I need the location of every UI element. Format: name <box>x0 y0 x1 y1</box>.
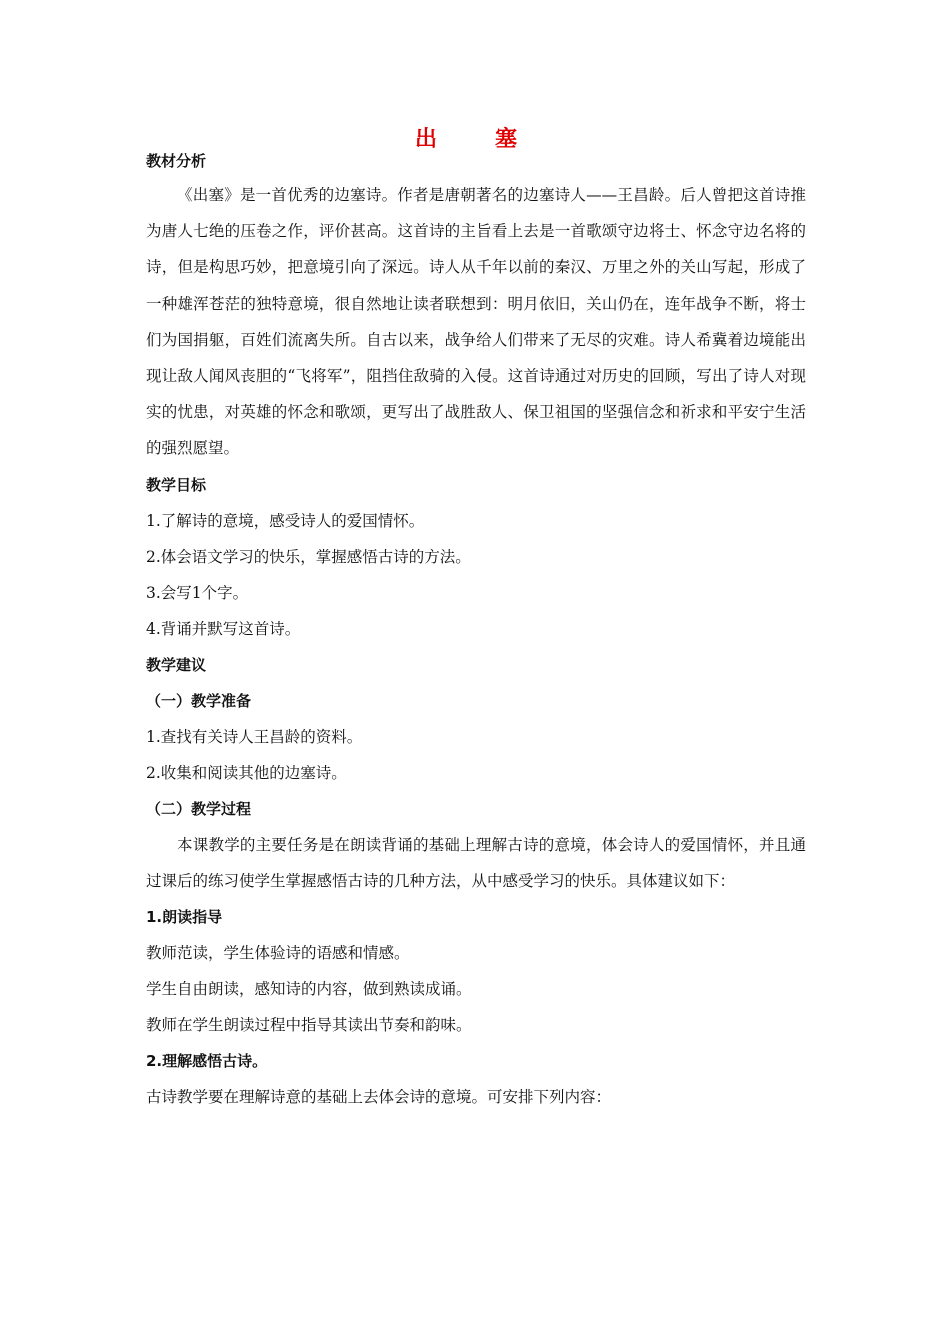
section-heading-goals: 教学目标 <box>146 475 207 494</box>
reading-item: 教师范读，学生体验诗的语感和情感。 <box>146 944 410 963</box>
process-paragraph: 本课教学的主要任务是在朗读背诵的基础上理解古诗的意境，体会诗人的爱国情怀，并且通过课后的练习使学生掌握感悟古诗的几种方法，从中感受学习的快乐。具体建议如下： <box>146 835 806 890</box>
goal-item: 1.了解诗的意境，感受诗人的爱国情怀。 <box>146 511 425 530</box>
prep-item: 2.收集和阅读其他的边塞诗。 <box>146 763 347 782</box>
reading-item: 学生自由朗读，感知诗的内容，做到熟读成诵。 <box>146 980 472 999</box>
document-body <box>146 146 806 1115</box>
subheading-process: （二）教学过程 <box>146 799 252 818</box>
understanding-item: 古诗教学要在理解诗意的基础上去体会诗的意境。可安排下列内容： <box>146 1088 612 1107</box>
section-heading-suggestions: 教学建议 <box>146 655 207 674</box>
goal-item: 4.背诵并默写这首诗。 <box>146 619 301 638</box>
analysis-paragraph: 《出塞》是一首优秀的边塞诗。作者是唐朝著名的边塞诗人——王昌龄。后人曾把这首诗推为唐人七绝的压卷之作，评价甚高。这首诗的主旨看上去是一首歌颂守边将士、怀念守边名将的诗，但是构思巧妙，把意境引向了深远。诗人从千年以前的秦汉、万里之外的关山写起，形成了一种雄浑苍茫的独特意境，很自然地让读者联想到：明月依旧，关山仍在，连年战争不断，将士们为国捐躯，百姓们流离失所。自古以来，战争给人们带来了无尽的灾难。诗人希冀着边境能出现让敌人闻风丧胆的“飞将军”，阻挡住敌骑的入侵。这首诗通过对历史的回顾，写出了诗人对现实的忧患，对英雄的怀念和歌颂，更写出了战胜敌人、保卫祖国的坚强信念和祈求和平安宁生活的强烈愿望。 <box>146 186 806 458</box>
goal-item: 2.体会语文学习的快乐，掌握感悟古诗的方法。 <box>146 547 471 566</box>
page-title: 出 塞 <box>414 127 535 152</box>
subheading-reading: 1.朗读指导 <box>146 908 223 927</box>
subheading-understanding: 2.理解感悟古诗。 <box>146 1052 268 1071</box>
goal-item: 3.会写1个字。 <box>146 583 249 602</box>
subheading-prep: （一）教学准备 <box>146 691 252 710</box>
reading-item: 教师在学生朗读过程中指导其读出节奏和韵味。 <box>146 1016 472 1035</box>
section-heading-analysis: 教材分析 <box>146 152 207 170</box>
prep-item: 1.查找有关诗人王昌龄的资料。 <box>146 727 363 746</box>
